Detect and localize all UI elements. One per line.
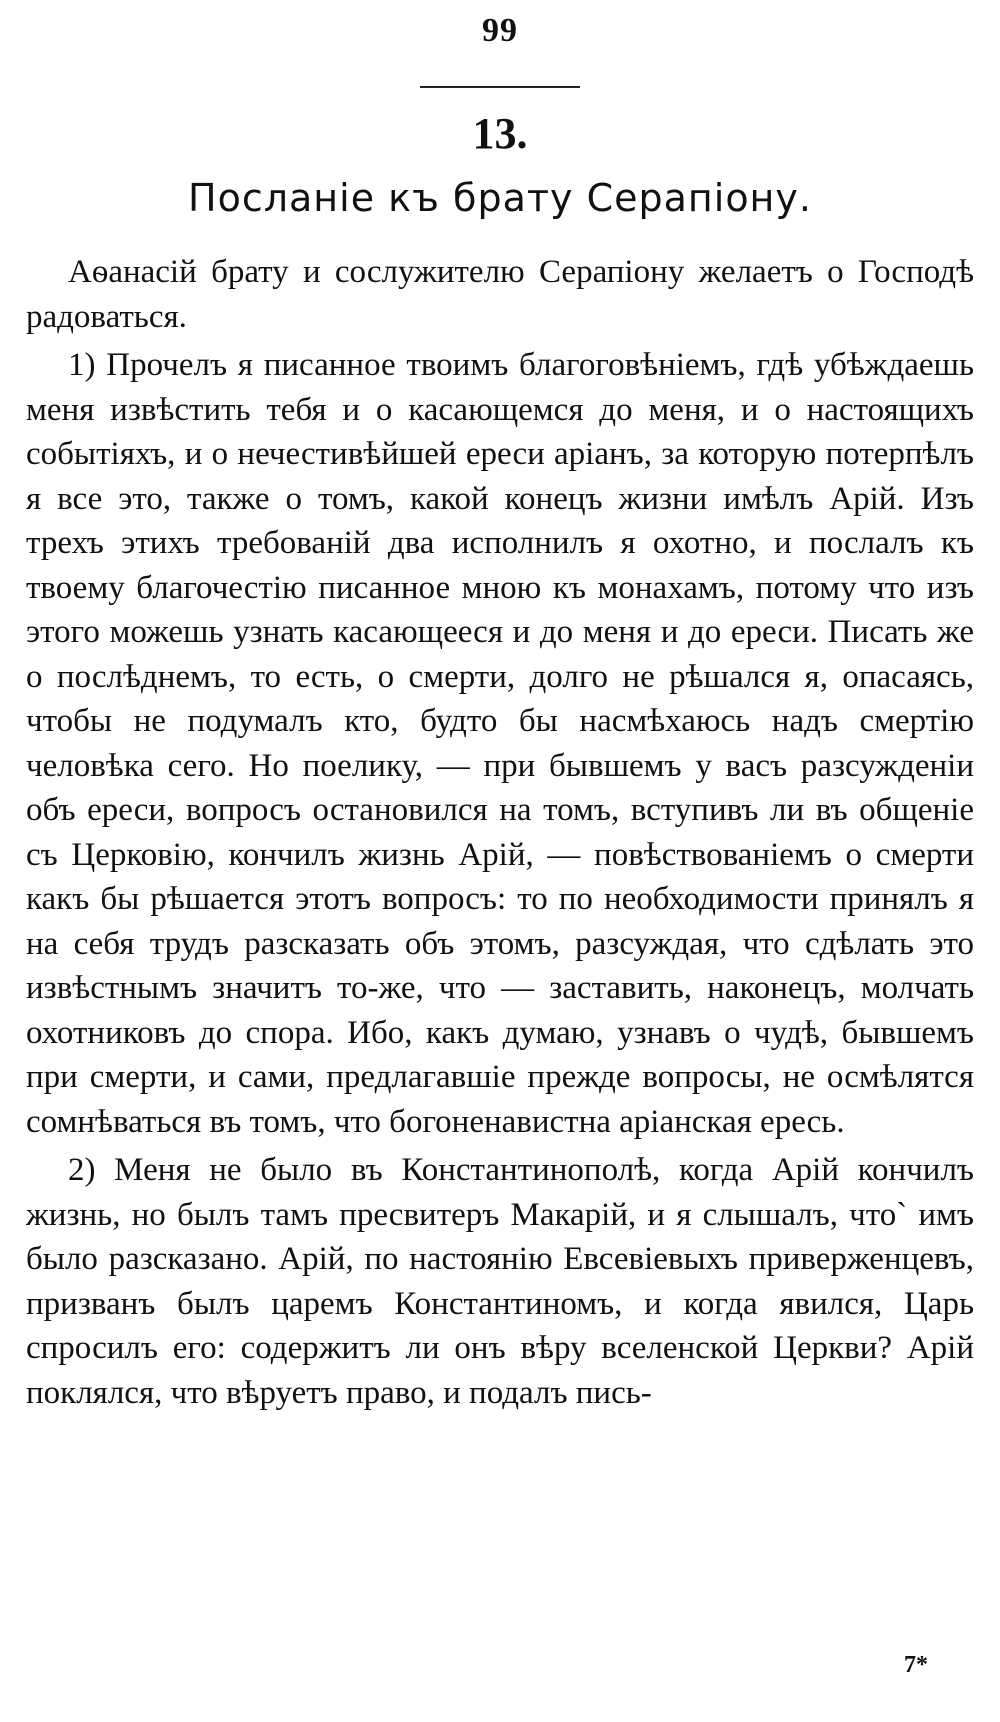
text-body	[26, 250, 974, 1419]
page-number: 99	[482, 12, 518, 49]
section-title: Посланіе къ брату Серапіону.	[188, 176, 812, 220]
section-number: 13.	[472, 109, 528, 158]
paragraph-greeting: Аѳанасій брату и сослужителю Серапіону желаетъ о Господѣ радоваться.	[26, 254, 974, 335]
paragraph-2: 2) Меня не было въ Константинополѣ, когда Арій кончилъ жизнь, но былъ тамъ пресвитеръ Макарій, и я слышалъ, что` имъ было разсказано. Арій, по настоянію Евсевіевыхъ приверженцевъ, призванъ былъ царемъ Константиномъ, и когда явился, Царь спросилъ его: содержитъ ли онъ вѣру вселенской Церкви? Арій поклялся, что вѣруетъ право, и подалъ пись-	[26, 1152, 974, 1411]
header-rule	[420, 86, 580, 88]
printer-signature-mark: 7*	[904, 1652, 928, 1678]
paragraph-1: 1) Прочелъ я писанное твоимъ благоговѣніемъ, гдѣ убѣждаешь меня извѣстить тебя и о касающемся до меня, и о настоящихъ событіяхъ, и о нечестивѣйшей ереси аріанъ, за которую потерпѣлъ я все это, также о томъ, какой конецъ жизни имѣлъ Арій. Изъ трехъ этихъ требованій два исполнилъ я охотно, и послалъ къ твоему благочестію писанное мною къ монахамъ, потому что изъ этого можешь узнать касающееся и до меня и до ереси. Писать же о послѣднемъ, то есть, о смерти, долго не рѣшался я, опасаясь, чтобы не подумалъ кто, будто бы насмѣхаюсь надъ смертію человѣка сего. Но поелику, — при бывшемъ у васъ разсужденіи объ ереси, вопросъ остановился на томъ, вступивъ ли въ общеніе съ Церковію, кончилъ жизнь Арій, — повѣствованіемъ о смерти какъ бы рѣшается этотъ вопросъ: то по необходимости принялъ я на себя трудъ разсказать объ этомъ, разсуждая, что сдѣлать это извѣстнымъ значитъ то-же, что — заставить, наконецъ, молчать охотниковъ до спора. Ибо, какъ думаю, узнавъ о чудѣ, бывшемъ при смерти, и сами, предлагавшіе прежде вопросы, не осмѣлятся сомнѣваться въ томъ, что богоненавистна аріанская ересь.	[26, 347, 974, 1140]
